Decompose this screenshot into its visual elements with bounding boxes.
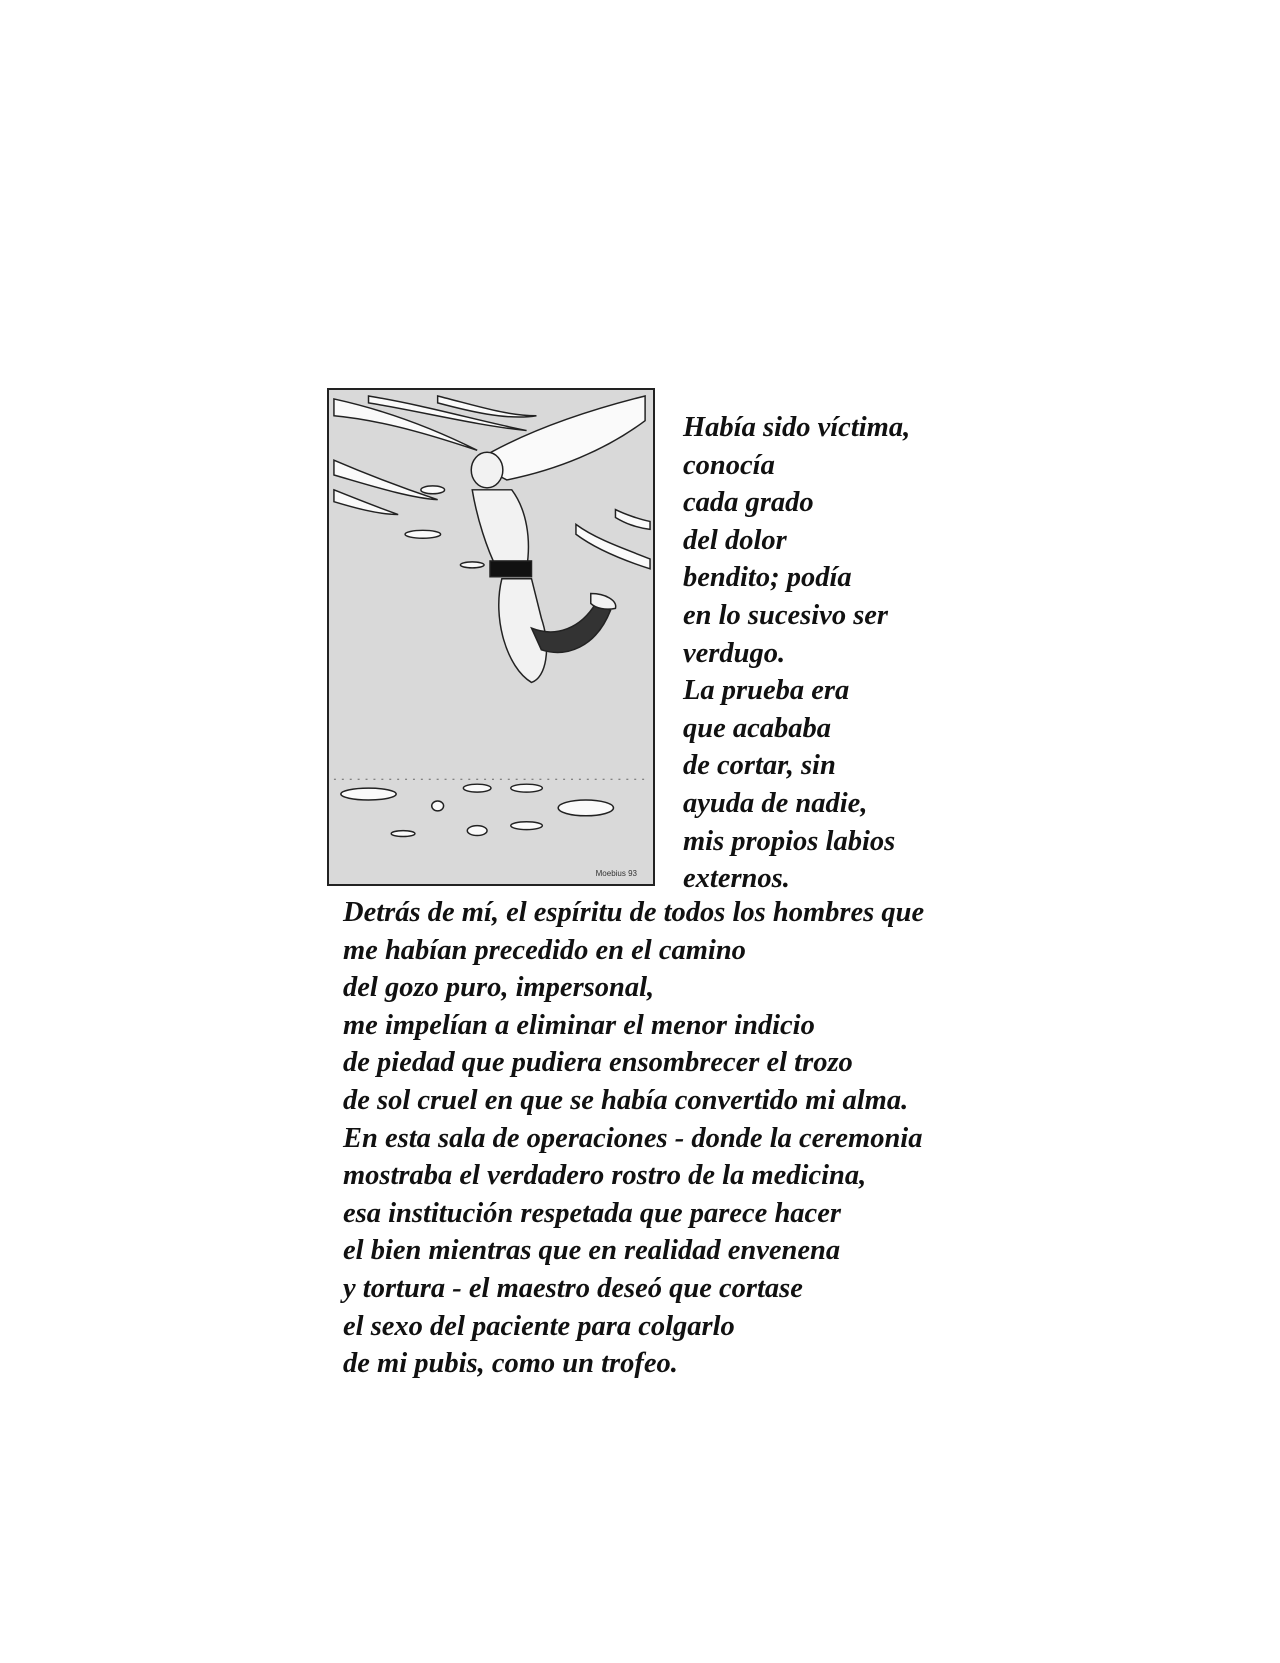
illustration-drawing	[329, 390, 653, 884]
text-line: La prueba era	[683, 675, 850, 707]
artist-signature: Moebius 93	[595, 869, 637, 878]
text-line: de mi pubis, como un trofeo.	[343, 1348, 678, 1380]
text-line: mis propios labios	[683, 825, 896, 857]
text-line: conocía	[683, 449, 775, 481]
text-line: Detrás de mí, el espíritu de todos los hombres que	[343, 897, 925, 928]
text-line: esa institución respetada que parece hacer	[343, 1197, 841, 1229]
text-line: bendito; podía	[683, 562, 852, 594]
text-line: verdugo.	[683, 637, 786, 669]
text-line: cada grado	[683, 487, 814, 519]
text-line: de sol cruel en que se había convertido mi alma.	[343, 1084, 909, 1116]
illustration-floating-figure	[327, 388, 655, 886]
text-line: me impelían a eliminar el menor indicio	[343, 1009, 815, 1041]
text-line: del gozo puro, impersonal,	[343, 972, 655, 1004]
text-line: el sexo del paciente para colgarlo	[343, 1310, 735, 1342]
text-line: En esta sala de operaciones - donde la ceremonia	[343, 1122, 923, 1154]
text-line: en lo sucesivo ser	[683, 599, 889, 631]
poem-right-column	[683, 409, 910, 898]
text-line: me habían precedido en el camino	[343, 934, 746, 966]
text-line: Había sido víctima,	[683, 412, 911, 443]
poem-bottom-block	[343, 894, 924, 1383]
text-line: externos.	[683, 863, 790, 895]
text-line: que acababa	[683, 712, 832, 744]
text-line: y tortura - el maestro deseó que cortase	[343, 1272, 803, 1304]
text-line: mostraba el verdadero rostro de la medicina,	[343, 1160, 867, 1192]
text-line: ayuda de nadie,	[683, 787, 868, 819]
text-line: el bien mientras que en realidad envenena	[343, 1235, 841, 1267]
text-line: de piedad que pudiera ensombrecer el trozo	[343, 1047, 853, 1079]
text-line: del dolor	[683, 524, 787, 556]
text-line: de cortar, sin	[683, 750, 836, 782]
